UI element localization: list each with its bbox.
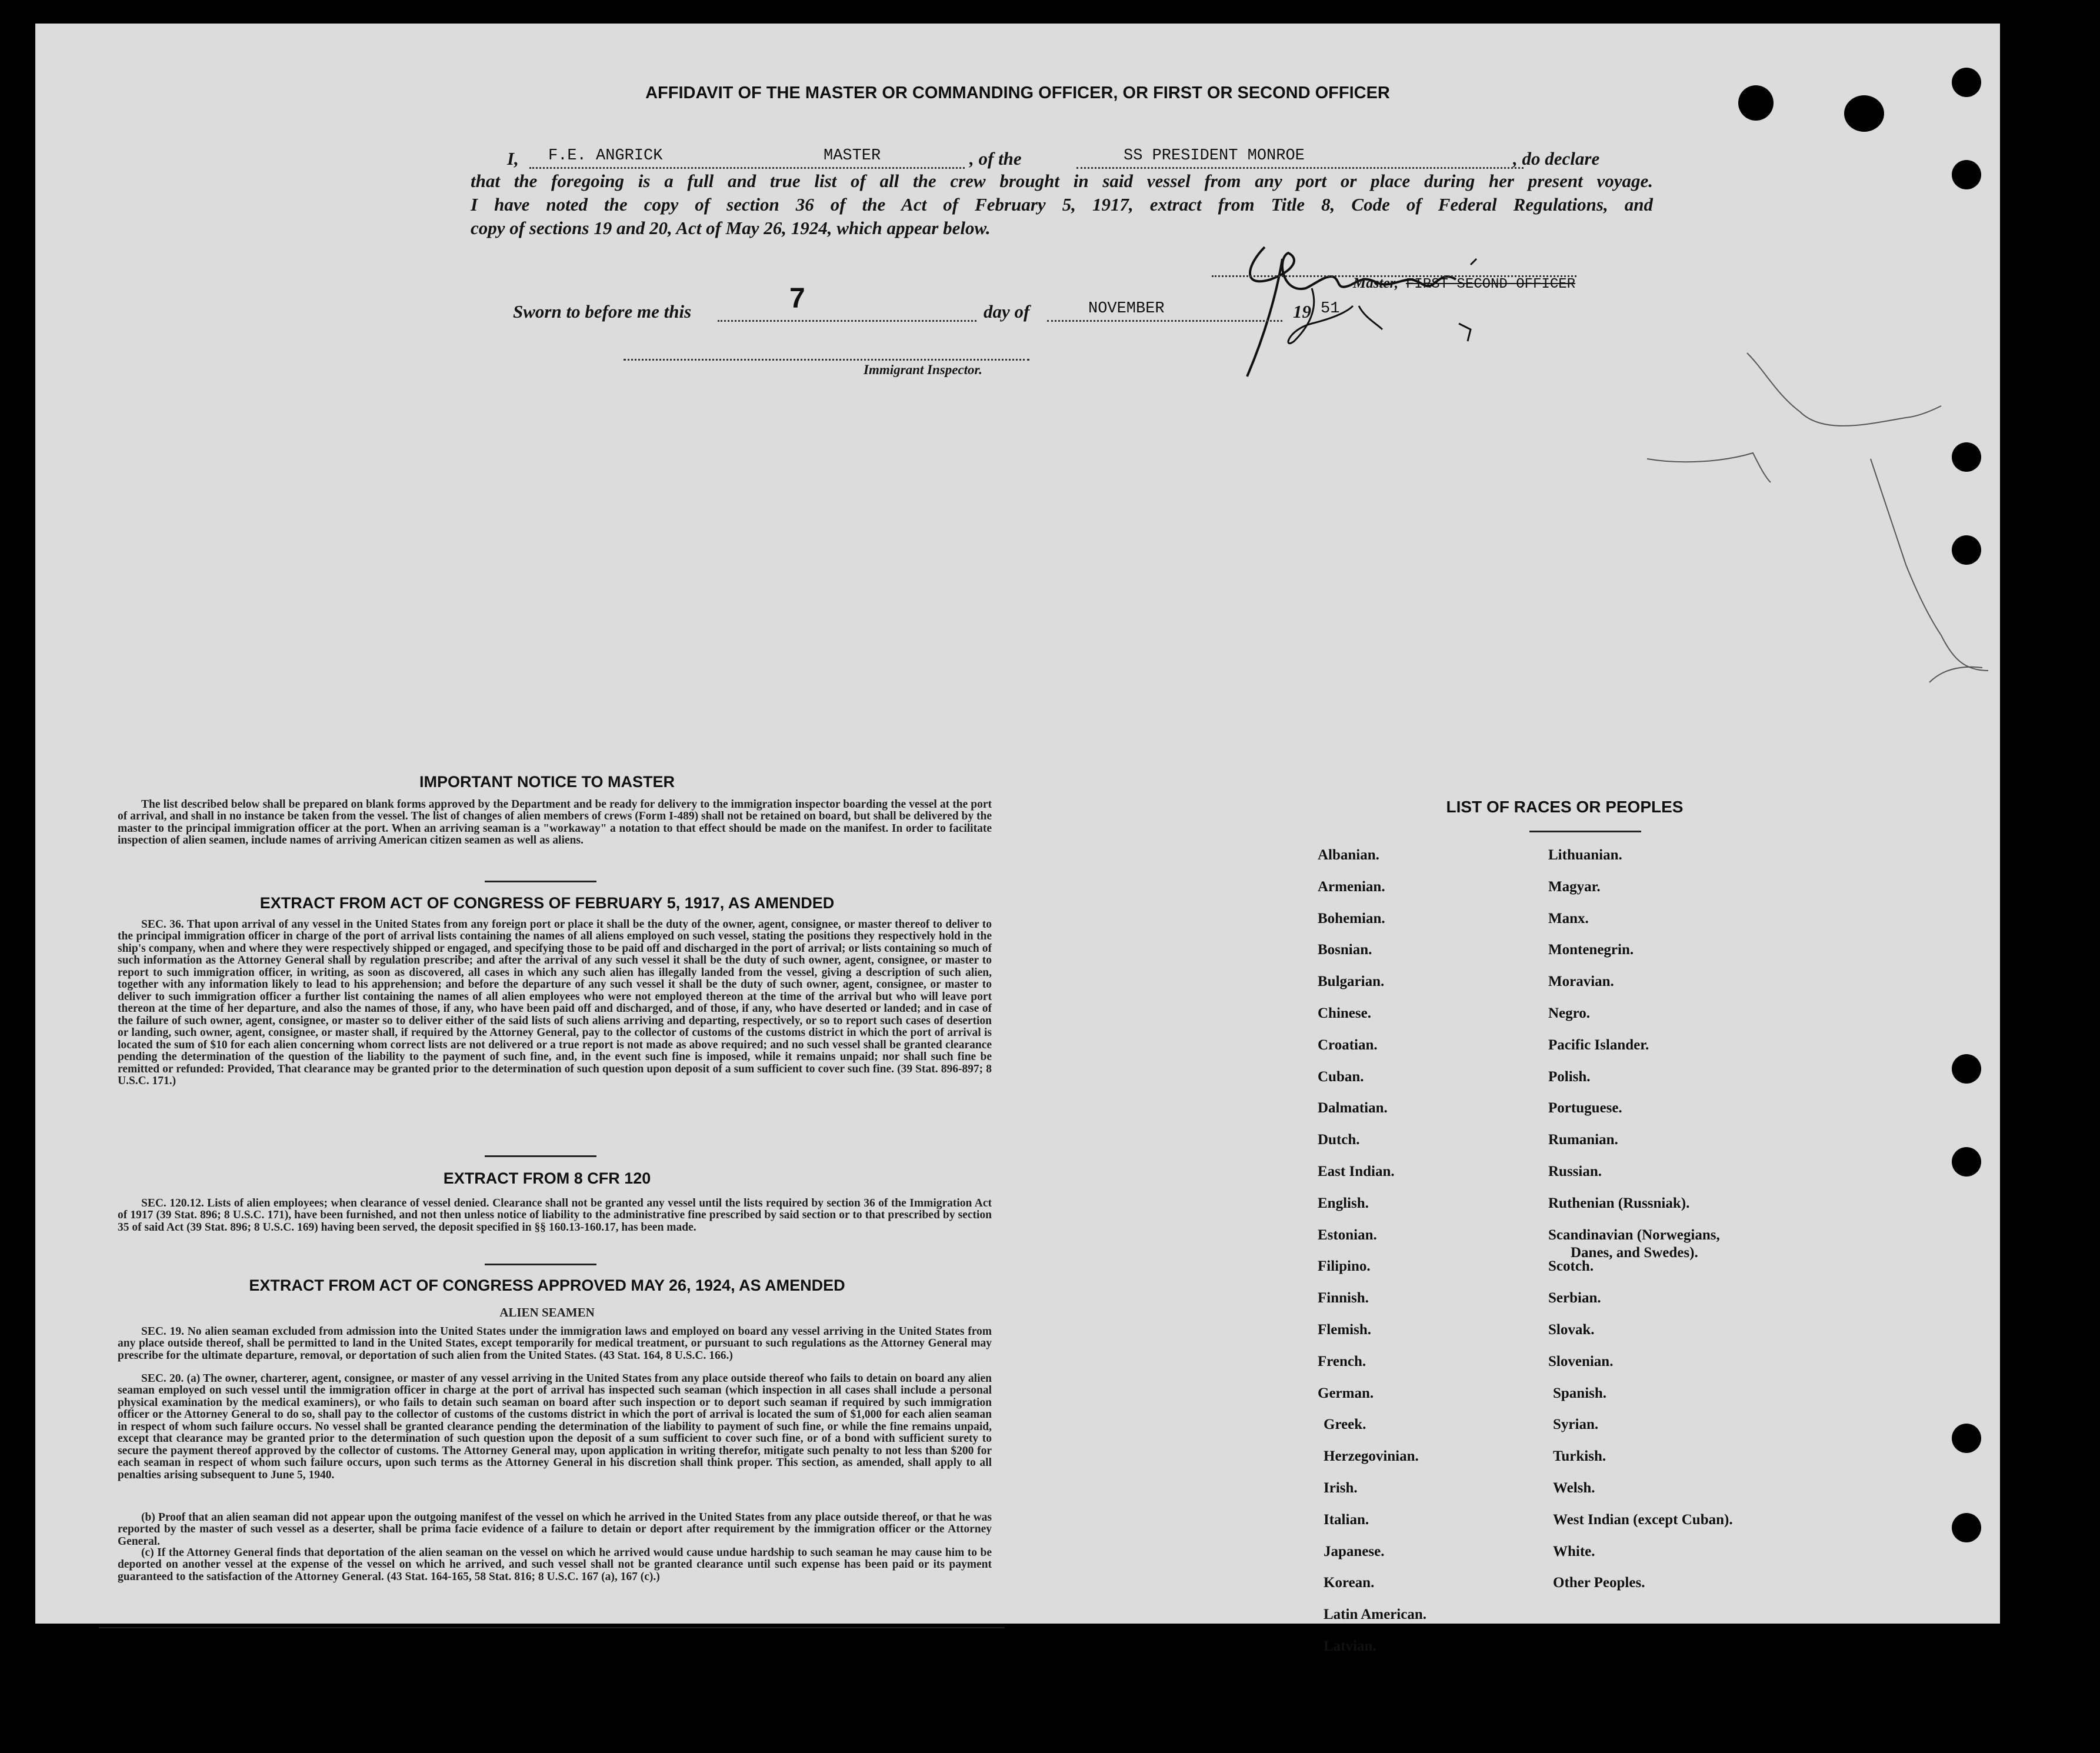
notice-title: IMPORTANT NOTICE TO MASTER	[419, 773, 675, 791]
extract-1917-title: EXTRACT FROM ACT OF CONGRESS OF FEBRUARY 5, 1917, AS AMENDED	[259, 894, 835, 912]
race-item: Montenegrin.	[1548, 942, 1634, 958]
race-item: Negro.	[1548, 1005, 1591, 1021]
race-item: Polish.	[1548, 1068, 1591, 1085]
punch-hole	[1738, 85, 1774, 121]
race-item: Lithuanian.	[1548, 847, 1622, 863]
race-item: Slovenian.	[1548, 1353, 1614, 1369]
year-prefix: 19	[1293, 301, 1311, 322]
race-item: Estonian.	[1318, 1227, 1377, 1243]
race-item: Scandinavian (Norwegians,	[1548, 1227, 1720, 1243]
race-item: Magyar.	[1548, 878, 1601, 895]
race-item: Manx.	[1548, 910, 1589, 927]
race-item: Slovak.	[1548, 1322, 1595, 1338]
sworn-label: Sworn to before me this	[513, 301, 692, 322]
race-item: Herzegovinian.	[1324, 1448, 1419, 1465]
day-of-label: day of	[984, 301, 1030, 322]
race-item: Albanian.	[1318, 847, 1379, 863]
notice-body: The list described below shall be prepared on blank forms approved by the Department and be ready for delivery to the immigration inspector boarding the vessel at the port of arrival, and shall in no instance be taken from the vessel. The list of changes of alien members of crews (Form I-489) shall not be retained on board, but shall be delivered by the master to the principal immigration officer at the port. When an arriving seaman is a "workaway" a notation to that effect should be made on the manifest. In order to facilitate inspection of alien seamen, include names of arriving American citizen seamen as well as aliens.	[118, 798, 992, 847]
punch-hole	[1952, 1513, 1981, 1542]
race-item: Turkish.	[1553, 1448, 1606, 1465]
divider-2	[485, 1155, 596, 1157]
race-item: Armenian.	[1318, 878, 1385, 895]
race-item: Greek.	[1324, 1417, 1366, 1433]
race-item: Korean.	[1324, 1575, 1375, 1591]
race-item: Welsh.	[1553, 1480, 1595, 1496]
bottom-rule	[99, 1627, 1005, 1628]
race-item: Irish.	[1324, 1480, 1358, 1496]
race-item: Cuban.	[1318, 1068, 1364, 1085]
punch-hole	[1952, 535, 1981, 565]
race-item: Ruthenian (Russniak).	[1548, 1195, 1690, 1211]
master-crossed-out: FIRST SECOND OFFICER	[1406, 276, 1576, 292]
vessel-name: SS PRESIDENT MONROE	[1124, 147, 1305, 165]
race-item: Scotch.	[1548, 1258, 1594, 1275]
master-signature	[1224, 224, 1553, 400]
day-line	[718, 318, 976, 322]
race-item: Chinese.	[1318, 1005, 1371, 1021]
extract-1924-sec19: SEC. 19. No alien seaman excluded from admission into the United States under the immigration laws and employed on board any vessel arriving in the United States from any place outside thereof, shall be permitted to land in the United States, except temporarily for medical treatment, or pursuant to such regulations as the Attorney General may prescribe for the ultimate departure, removal, or deportation of such alien from the United States. (43 Stat. 164, 8 U.S.C. 166.)	[118, 1325, 992, 1362]
race-item: Japanese.	[1324, 1543, 1385, 1559]
affidavit-line-4: copy of sections 19 and 20, Act of May 26, 1924, which appear below.	[471, 218, 991, 238]
affidavit-line-2: that the foregoing is a full and true list of all the crew brought in said vessel from any port or place during her present voyage.	[471, 171, 1653, 191]
day-number: 7	[789, 283, 805, 314]
race-item: West Indian (except Cuban).	[1553, 1511, 1733, 1528]
declarant-name: F.E. ANGRICK	[548, 147, 663, 165]
race-item: Pacific Islander.	[1548, 1037, 1649, 1053]
divider-1	[485, 881, 596, 882]
race-item: Italian.	[1324, 1511, 1369, 1528]
extract-cfr-body: SEC. 120.12. Lists of alien employees; when clearance of vessel denied. Clearance shall not be granted any vessel until the lists required by section 36 of the Immigration Act of 1917 (39 Stat. 896; 8 U.S.C. 171), have been furnished, and not then unless notice of liability to the administrative fine prescribed by said section or to that prescribed by section 35 of said Act (39 Stat. 896; 8 U.S.C. 169) having been served, the deposit specified in §§ 160.13-160.17, has been made.	[118, 1197, 992, 1234]
extract-1924-title: EXTRACT FROM ACT OF CONGRESS APPROVED MAY 26, 1924, AS AMENDED	[249, 1277, 845, 1294]
name-line	[529, 165, 965, 169]
race-item: Bohemian.	[1318, 910, 1385, 927]
do-declare-label: , do declare	[1513, 148, 1600, 169]
race-item: French.	[1318, 1353, 1366, 1369]
race-item: Dutch.	[1318, 1132, 1360, 1148]
race-item: Rumanian.	[1548, 1132, 1618, 1148]
extract-1924-sec20b: (b) Proof that an alien seaman did not appear upon the outgoing manifest of the vessel on which he arrived in the United States from any place outside thereof, or that he was reported by the master of such vessel as a deserter, shall be prima facie evidence of a failure to detain or deport after requirement by the immigration officer or the Attorney General.	[118, 1511, 992, 1548]
affidavit-line-3: I have noted the copy of section 36 of the Act of February 5, 1917, extract from Title 8, Code of Federal Regulations, and	[471, 194, 1653, 215]
race-item: Spanish.	[1553, 1385, 1607, 1401]
extract-1924-subtitle: ALIEN SEAMEN	[499, 1305, 595, 1319]
punch-hole	[1952, 68, 1981, 97]
extract-1924-sec20c: (c) If the Attorney General finds that deportation of the alien seaman on the vessel on which he arrived would cause undue hardship to such seaman he may cause him to be deported on another vessel at the expense of the vessel on which he arrived, and such vessel shall not be granted clearance until such expense has been paid or its payment guaranteed to the satisfaction of the Attorney General. (43 Stat. 164-165, 58 Stat. 816; 8 U.S.C. 167 (a), 167 (c).)	[118, 1547, 992, 1583]
punch-hole	[1952, 1054, 1981, 1084]
inspector-line	[624, 356, 1029, 361]
race-item: Flemish.	[1318, 1322, 1371, 1338]
race-item: Portuguese.	[1548, 1100, 1622, 1117]
punch-hole	[1952, 1147, 1981, 1177]
punch-hole	[1844, 95, 1884, 132]
punch-hole	[1952, 1424, 1981, 1453]
vessel-line	[1076, 165, 1524, 169]
month: NOVEMBER	[1088, 300, 1165, 318]
extract-1924-sec20a: SEC. 20. (a) The owner, charterer, agent, consignee, or master of any vessel arriving in the United States from any place outside thereof who fails to detain on board any alien seaman employed on such vessel until the immigration officer in charge at the port of arrival has inspected such seaman (which inspection in all cases shall include a personal physical examination by the medical examiners), or who fails to detain such seaman on board after such inspection or to deport such seaman if required by such immigration officer or the Attorney General to do so, shall pay to the collector of customs of the customs district in which the port of arrival is located the sum of $1,000 for each alien seaman in respect of whom such failure occurs. No vessel shall be granted clearance pending the determination of the liability to payment of such fine, or while the fine remains unpaid, except that clearance may be granted prior to the determination of such question upon the deposit of a sum sufficient to cover such fine, or of a bond with sufficient surety to secure the payment thereof approved by the collector of customs. The Attorney General may, upon application in writing therefor, mitigate such penalty to not less than $200 for each seaman in respect of whom such failure occurs, upon such terms as the Attorney General in his discretion shall think proper. This section, as amended, shall apply to all penalties arising subsequent to June 5, 1940.	[118, 1372, 992, 1481]
declarant-prefix: I,	[507, 148, 519, 169]
affidavit-title: AFFIDAVIT OF THE MASTER OR COMMANDING OFFICER, OR FIRST OR SECOND OFFICER	[645, 84, 1390, 102]
races-title-underline	[1529, 831, 1641, 832]
race-item: Other Peoples.	[1553, 1575, 1645, 1591]
race-item: Russian.	[1548, 1164, 1602, 1179]
race-item: Serbian.	[1548, 1290, 1601, 1307]
document-sheet	[35, 24, 2000, 1654]
race-item: German.	[1318, 1385, 1374, 1401]
race-item: Moravian.	[1548, 974, 1614, 990]
of-the-label: , of the	[969, 148, 1022, 169]
race-item: East Indian.	[1318, 1164, 1395, 1179]
race-item: Syrian.	[1553, 1417, 1599, 1433]
declarant-rank: MASTER	[824, 147, 881, 165]
race-item: Danes, and Swedes).	[1571, 1244, 1698, 1261]
race-item: Latvian.	[1324, 1638, 1376, 1654]
races-title: LIST OF RACES OR PEOPLES	[1446, 798, 1684, 816]
race-item: White.	[1553, 1543, 1595, 1559]
master-label: Master,	[1353, 275, 1399, 291]
month-line	[1047, 318, 1282, 322]
race-item: Croatian.	[1318, 1037, 1378, 1053]
race-item: Filipino.	[1318, 1258, 1371, 1275]
year-suffix: 51	[1321, 300, 1340, 318]
inspector-label: Immigrant Inspector.	[864, 362, 982, 377]
race-item: Bosnian.	[1318, 942, 1372, 958]
extract-cfr-title: EXTRACT FROM 8 CFR 120	[443, 1169, 651, 1187]
race-item: Finnish.	[1318, 1290, 1369, 1307]
extract-1917-body: SEC. 36. That upon arrival of any vessel in the United States from any foreign port or place it shall be the duty of the owner, agent, consignee, or master thereof to deliver to the principal immigration officer in charge of the port of arrival lists containing the names of all aliens employed on such vessel, stating the positions they respectively hold in the ship's company, when and where they were respectively shipped or engaged, and specifying those to be paid off and discharged in the port of arrival; or lists containing so much of such information as the Attorney General shall by regulation prescribe; and after the arrival of any such vessel it shall be the duty of such owner, agent, consignee, or master to report to such immigration officer, in writing, as soon as discovered, all cases in which any such alien has illegally landed from the vessel, giving a description of such alien, together with any information likely to lead to his apprehension; and before the departure of any such vessel it shall be the duty of such owner, agent, consignee, or master to deliver to such immigration officer a further list containing the names of all alien employees who were not employed thereon at the time of the arrival but who will leave port thereon at the time of her departure, and also the names of those, if any, who have been paid off and discharged, and of those, if any, who have deserted or landed; and in case of the failure of such owner, agent, consignee, or master so to deliver either of the said lists of such aliens arriving and departing, respectively, or so to report such cases of desertion or landing, such owner, agent, consignee, or master shall, if required by the Attorney General, pay to the collector of customs of the customs district in which the port of arrival is located the sum of $10 for each alien concerning whom correct lists are not delivered or a true report is not made as above required; and no such vessel shall be granted clearance pending the determination of the question of the liability to the payment of such fine, and, in the event such fine is imposed, while it remains unpaid; nor shall such fine be remitted or refunded: Provided, That clearance may be granted prior to the determination of such question upon deposit of a sum sufficient to cover such fine. (39 Stat. 896-897; 8 U.S.C. 171.)	[118, 918, 992, 1088]
race-item: English.	[1318, 1195, 1369, 1211]
divider-3	[485, 1264, 596, 1265]
race-item: Dalmatian.	[1318, 1100, 1388, 1117]
punch-hole	[1952, 160, 1981, 189]
race-item: Latin American.	[1324, 1607, 1426, 1623]
margin-scribble	[1576, 318, 2000, 741]
race-item: Bulgarian.	[1318, 974, 1385, 990]
punch-hole	[1952, 442, 1981, 472]
